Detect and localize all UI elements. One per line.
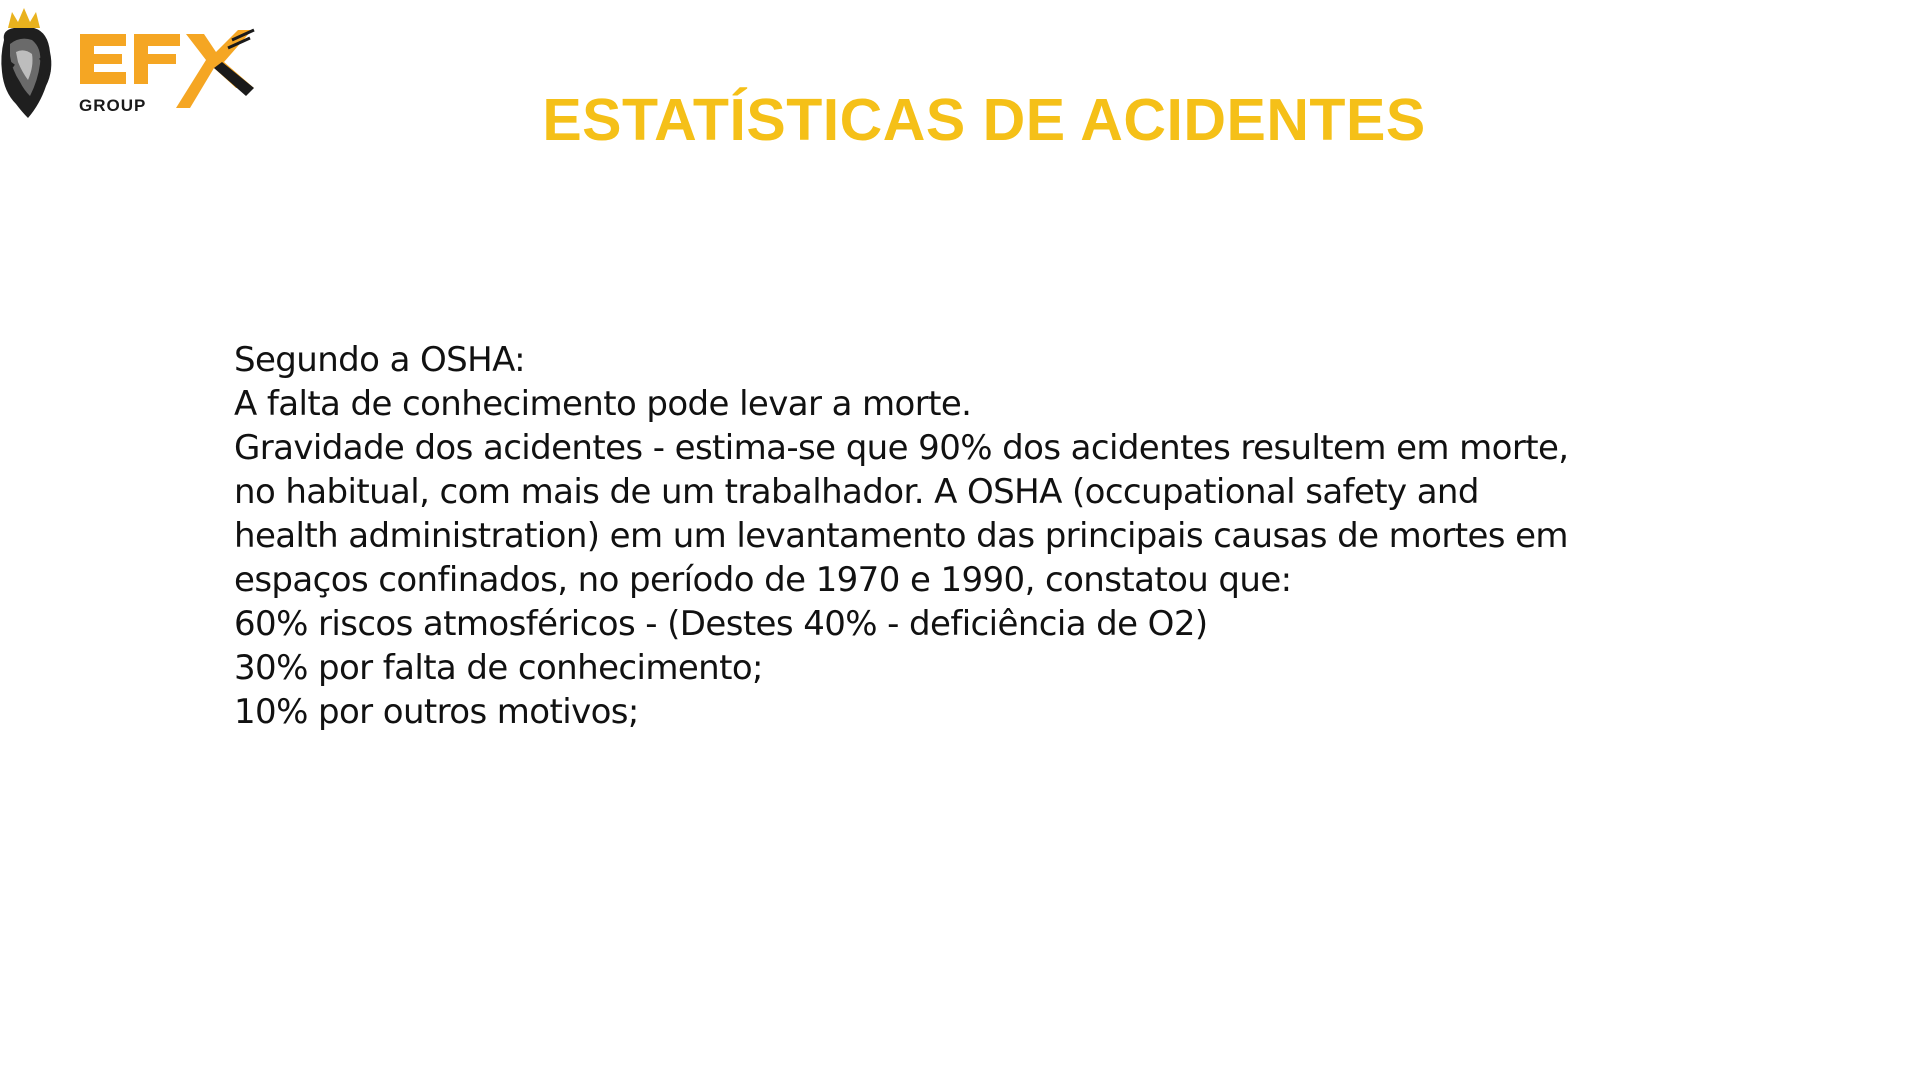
body-line: A falta de conhecimento pode levar a morte. bbox=[234, 384, 972, 424]
body-line: 30% por falta de conhecimento; bbox=[234, 648, 763, 688]
body-line: 60% riscos atmosféricos - (Destes 40% - deficiência de O2) bbox=[234, 604, 1208, 644]
body-line: 10% por outros motivos; bbox=[234, 692, 639, 732]
logo-group-text: GROUP bbox=[79, 96, 147, 115]
body-line: Segundo a OSHA: bbox=[234, 340, 526, 380]
body-line: no habitual, com mais de um trabalhador. A OSHA (occupational safety and bbox=[234, 472, 1479, 512]
body-line: espaços confinados, no período de 1970 e 1990, constatou que: bbox=[234, 560, 1292, 600]
slide-body-text bbox=[234, 338, 1714, 734]
body-line: health administration) em um levantamento das principais causas de mortes em bbox=[234, 516, 1568, 556]
body-line: Gravidade dos acidentes - estima-se que 90% dos acidentes resultem em morte, bbox=[234, 428, 1569, 468]
slide-title: ESTATÍSTICAS DE ACIDENTES bbox=[542, 87, 1426, 153]
